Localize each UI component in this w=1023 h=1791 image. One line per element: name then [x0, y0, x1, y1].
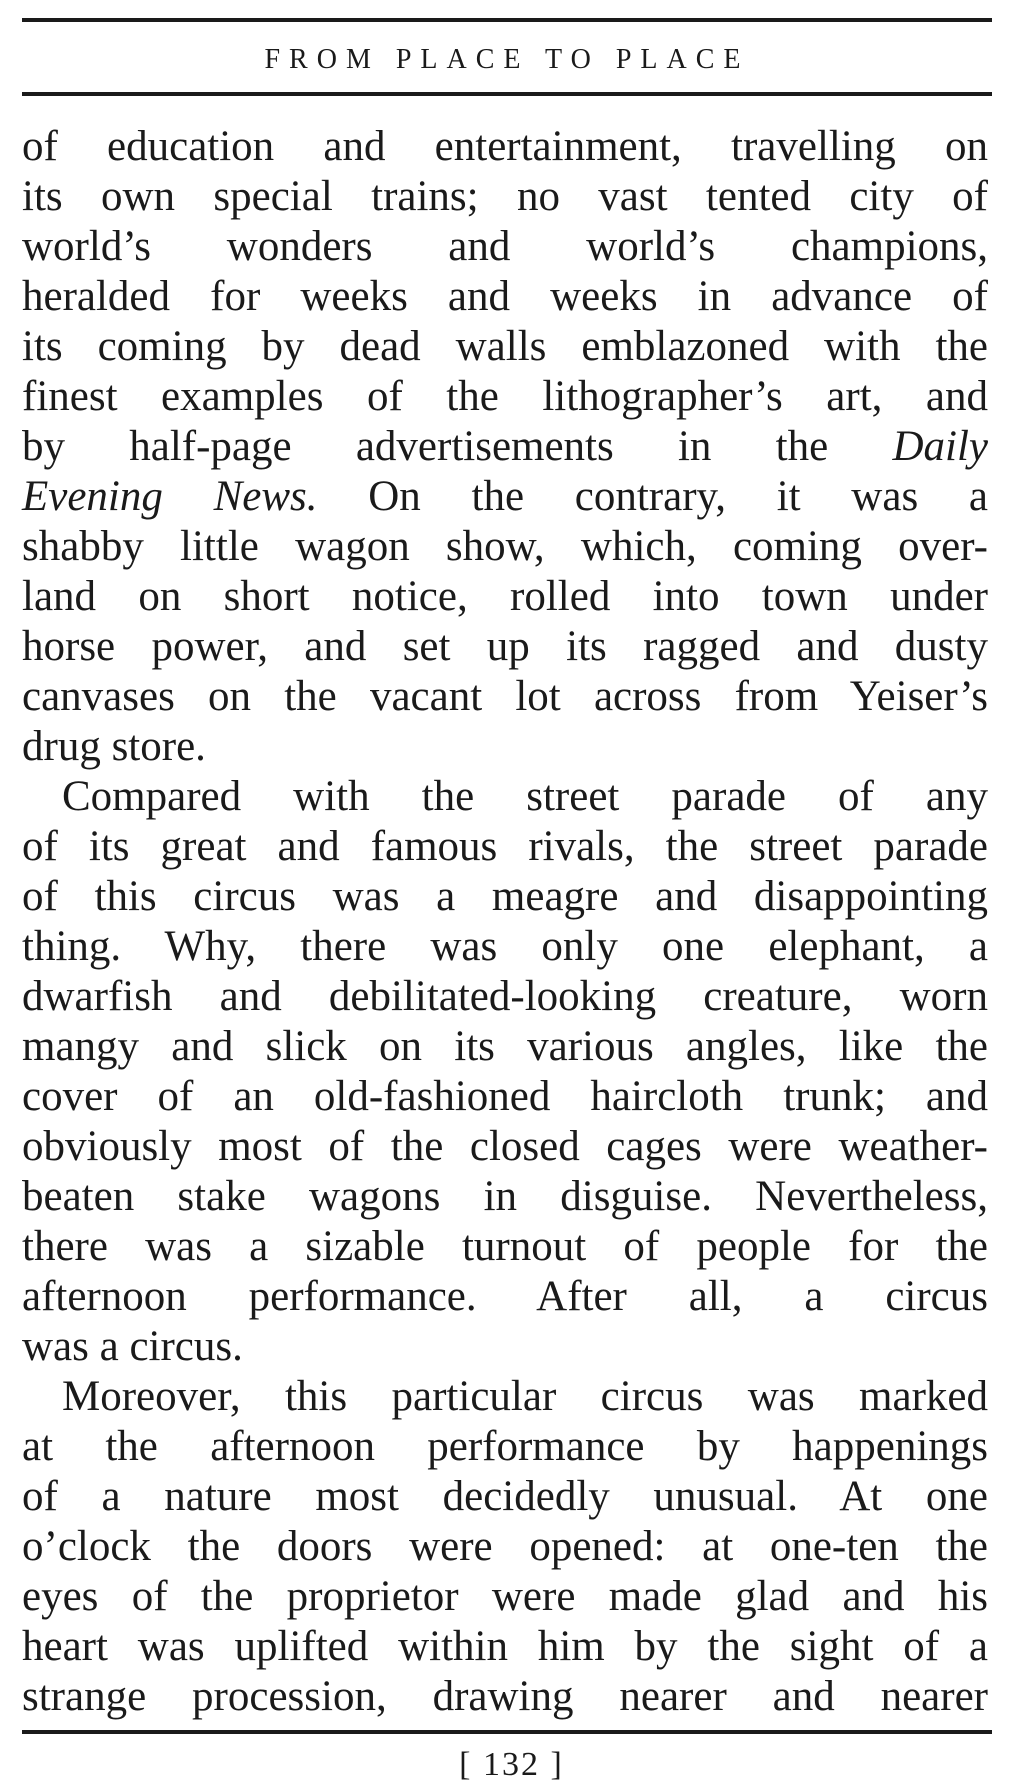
text-line: of education and entertainment, travelling on: [22, 123, 988, 170]
text-line: [22, 472, 988, 522]
text-line: its own special trains; no vast tented city of: [22, 173, 988, 220]
body-text: [22, 122, 988, 1722]
top-rule: [22, 18, 992, 22]
text-line: of a nature most decidedly unusual. At one: [22, 1473, 988, 1520]
text-line: heart was uplifted within him by the sight of a: [22, 1623, 988, 1670]
text-line: horse power, and set up its ragged and dusty: [22, 623, 988, 670]
text-line: shabby little wagon show, which, coming over-: [22, 523, 988, 570]
text-line: finest examples of the lithographer’s art, and: [22, 373, 988, 420]
text-line: heralded for weeks and weeks in advance of: [22, 273, 988, 320]
italic-title: Evening News.: [22, 473, 318, 520]
text-line: cover of an old-fashioned haircloth trunk; and: [22, 1073, 988, 1120]
text-line: beaten stake wagons in disguise. Nevertheless,: [22, 1173, 988, 1220]
text-line: world’s wonders and world’s champions,: [22, 223, 988, 270]
text-line: there was a sizable turnout of people for the: [22, 1223, 988, 1270]
text-line: afternoon performance. After all, a circus: [22, 1273, 988, 1320]
text-line: land on short notice, rolled into town under: [22, 573, 988, 620]
text-line: its coming by dead walls emblazoned with the: [22, 323, 988, 370]
text-line: of this circus was a meagre and disappointing: [22, 873, 988, 920]
text-line: canvases on the vacant lot across from Yeiser’s: [22, 673, 988, 720]
text-line: mangy and slick on its various angles, like the: [22, 1023, 988, 1070]
page-number: [ 132 ]: [459, 1746, 564, 1783]
text-line: strange procession, drawing nearer and nearer: [22, 1673, 988, 1720]
text-line: at the afternoon performance by happenings: [22, 1423, 988, 1470]
running-head: FROM PLACE TO PLACE: [264, 44, 750, 75]
text-line: [22, 422, 988, 472]
text-line: eyes of the proprietor were made glad and his: [22, 1573, 988, 1620]
text-line: Compared with the street parade of any: [62, 773, 988, 820]
footer-rule: [22, 1730, 992, 1734]
header-rule: [22, 92, 992, 96]
text-line: Moreover, this particular circus was marked: [62, 1373, 988, 1420]
text-line: dwarfish and debilitated-looking creature, worn: [22, 973, 988, 1020]
text-line: o’clock the doors were opened: at one-ten the: [22, 1523, 988, 1570]
text-segment: On the contrary, it was a: [368, 473, 988, 520]
text-segment: by half-page advertisements in the: [22, 423, 829, 470]
text-line: thing. Why, there was only one elephant, a: [22, 923, 988, 970]
italic-title: Daily: [892, 423, 988, 470]
text-line: was a circus.: [22, 1323, 243, 1370]
text-line: drug store.: [22, 723, 206, 770]
text-line: obviously most of the closed cages were weather-: [22, 1123, 988, 1170]
text-line: of its great and famous rivals, the street parade: [22, 823, 988, 870]
